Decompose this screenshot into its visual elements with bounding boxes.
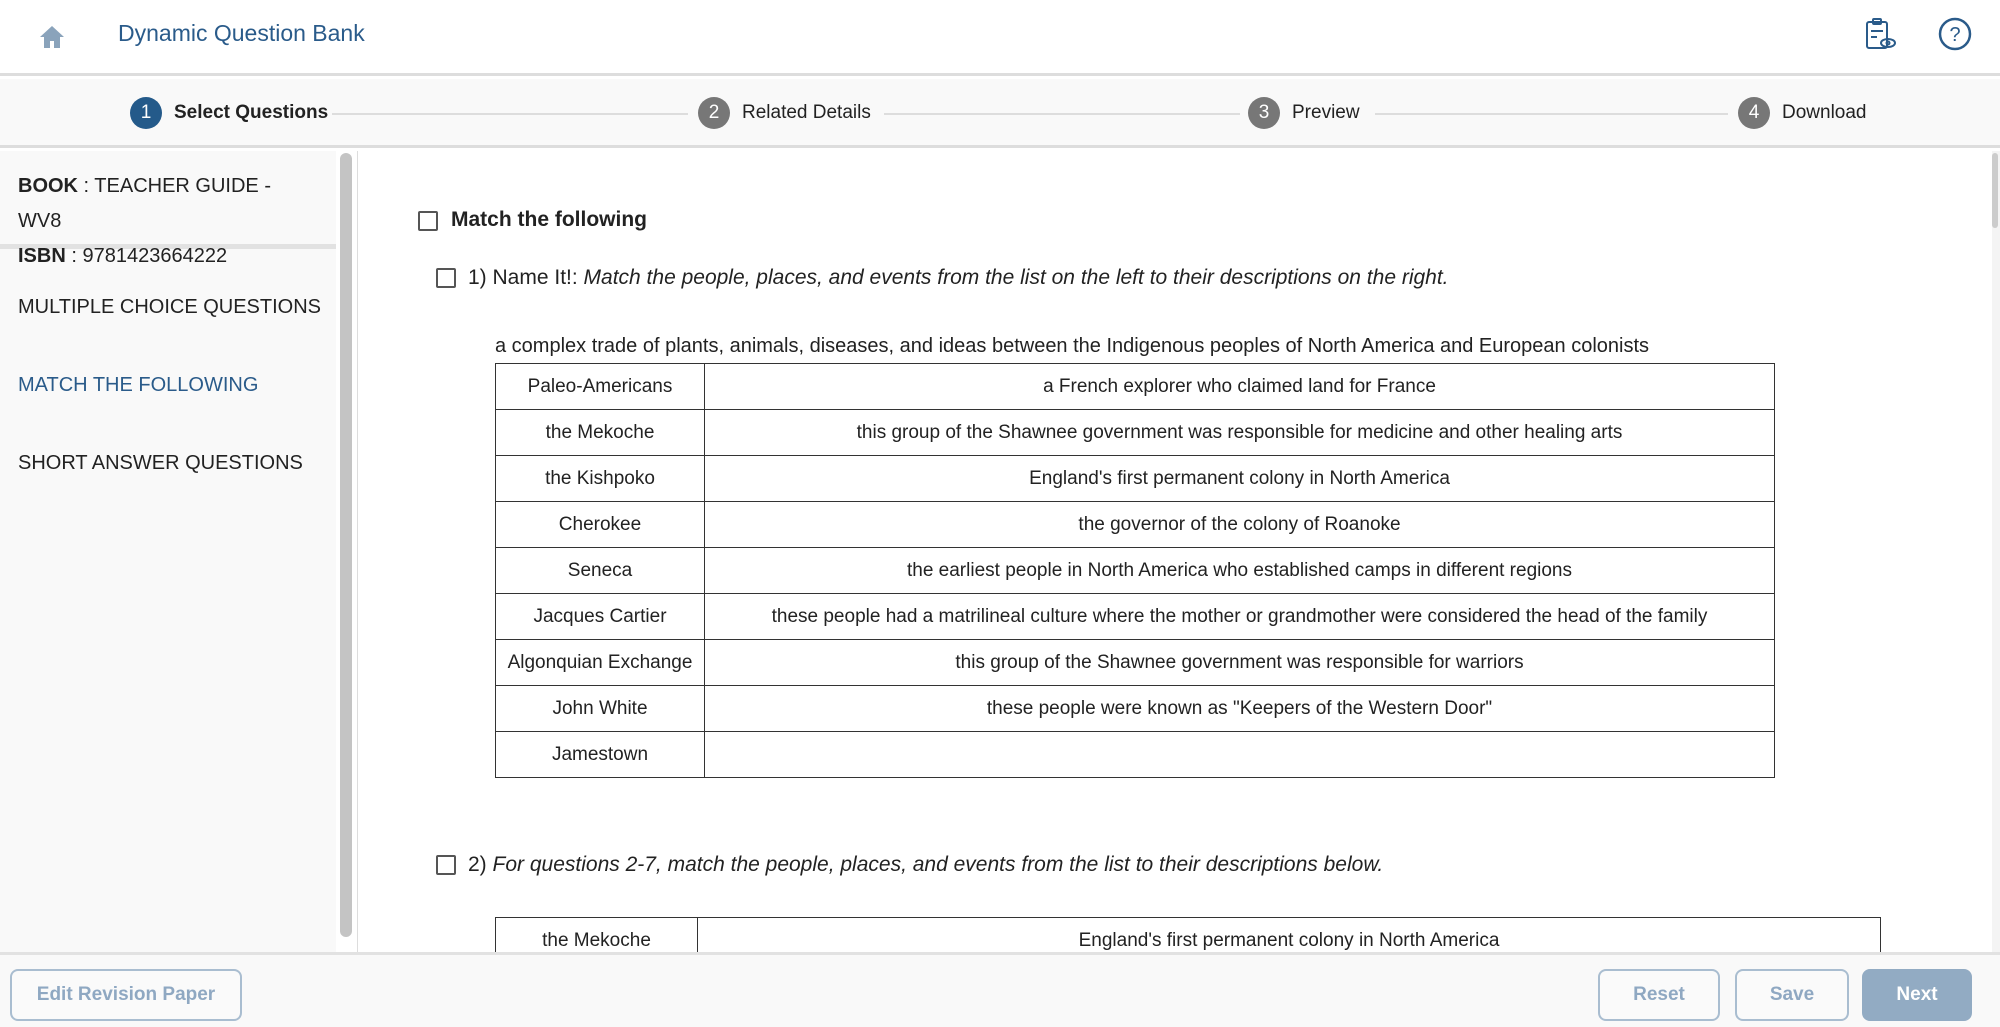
term-cell: Algonquian Exchange bbox=[496, 640, 705, 686]
sidebar-item-multiple-choice[interactable]: MULTIPLE CHOICE QUESTIONS bbox=[18, 296, 322, 318]
table-row bbox=[496, 410, 1775, 456]
question-2-text bbox=[468, 853, 1383, 877]
book-info bbox=[0, 151, 336, 267]
question-2-checkbox[interactable] bbox=[436, 855, 456, 875]
book-label: BOOK bbox=[18, 175, 78, 197]
question-2-table bbox=[495, 917, 1881, 952]
sidebar bbox=[0, 151, 336, 952]
table-row bbox=[496, 594, 1775, 640]
term-cell: Jacques Cartier bbox=[496, 594, 705, 640]
step-label: Select Questions bbox=[174, 102, 329, 123]
term-cell: Jamestown bbox=[496, 732, 705, 778]
description-cell: England's first permanent colony in North America bbox=[705, 456, 1775, 502]
step-number: 3 bbox=[1248, 97, 1280, 129]
description-cell: this group of the Shawnee government was responsible for warriors bbox=[705, 640, 1775, 686]
step-number: 1 bbox=[130, 97, 162, 129]
step-number: 2 bbox=[698, 97, 730, 129]
description-cell: these people had a matrilineal culture where the mother or grandmother were considered the head of the family bbox=[705, 594, 1775, 640]
description-cell: these people were known as "Keepers of the Western Door" bbox=[705, 686, 1775, 732]
step-label: Download bbox=[1782, 102, 1867, 123]
step-connector bbox=[332, 113, 688, 115]
question-1-caption: a complex trade of plants, animals, diseases, and ideas between the Indigenous peoples of North America and European colonists bbox=[495, 335, 1650, 357]
step-label: Related Details bbox=[742, 102, 871, 123]
isbn-label: ISBN bbox=[18, 245, 66, 267]
question-content bbox=[357, 151, 2000, 952]
term-cell: the Kishpoko bbox=[496, 456, 705, 502]
table-row bbox=[496, 686, 1775, 732]
section-checkbox[interactable] bbox=[418, 211, 438, 231]
term-cell: Cherokee bbox=[496, 502, 705, 548]
step-connector bbox=[884, 113, 1240, 115]
edit-revision-paper-button[interactable]: Edit Revision Paper bbox=[10, 969, 242, 1021]
section-title: Match the following bbox=[451, 208, 647, 231]
question-2-instruction: For questions 2-7, match the people, places, and events from the list to their descriptions below. bbox=[492, 853, 1384, 876]
footer bbox=[0, 952, 2000, 1027]
term-cell: the Mekoche bbox=[496, 918, 698, 953]
scrollbar-thumb[interactable] bbox=[1992, 153, 1998, 228]
step-preview[interactable] bbox=[1248, 97, 1360, 129]
help-icon[interactable] bbox=[1937, 16, 1973, 52]
home-icon[interactable] bbox=[38, 24, 66, 50]
table-row bbox=[496, 364, 1775, 410]
app-header bbox=[0, 0, 2000, 76]
description-cell bbox=[705, 732, 1775, 778]
question-1-text bbox=[468, 266, 1449, 290]
description-cell: this group of the Shawnee government was responsible for medicine and other healing arts bbox=[705, 410, 1775, 456]
app-title: Dynamic Question Bank bbox=[118, 20, 365, 46]
question-1-prefix: 1) Name It!: bbox=[468, 266, 584, 289]
save-button[interactable]: Save bbox=[1735, 969, 1849, 1021]
svg-text:?: ? bbox=[1949, 24, 1961, 46]
term-cell: Paleo-Americans bbox=[496, 364, 705, 410]
sidebar-scrollbar[interactable] bbox=[340, 153, 352, 937]
sidebar-item-short-answer[interactable]: SHORT ANSWER QUESTIONS bbox=[18, 452, 303, 474]
step-number: 4 bbox=[1738, 97, 1770, 129]
table-row bbox=[496, 918, 1881, 953]
description-cell: the governor of the colony of Roanoke bbox=[705, 502, 1775, 548]
progress-stepper bbox=[0, 79, 2000, 148]
table-row bbox=[496, 640, 1775, 686]
description-cell: a French explorer who claimed land for France bbox=[705, 364, 1775, 410]
table-row bbox=[496, 732, 1775, 778]
step-download[interactable] bbox=[1738, 97, 1867, 129]
book-value: : TEACHER GUIDE - WV8 bbox=[18, 175, 271, 232]
description-cell: the earliest people in North America who established camps in different regions bbox=[705, 548, 1775, 594]
sidebar-item-match-the-following[interactable]: MATCH THE FOLLOWING bbox=[18, 374, 259, 396]
question-2-prefix: 2) bbox=[468, 853, 493, 876]
table-row bbox=[496, 548, 1775, 594]
table-row bbox=[496, 502, 1775, 548]
table-row bbox=[496, 456, 1775, 502]
step-connector bbox=[1375, 113, 1728, 115]
term-cell: John White bbox=[496, 686, 705, 732]
reset-button[interactable]: Reset bbox=[1598, 969, 1720, 1021]
term-cell: Seneca bbox=[496, 548, 705, 594]
question-1-table bbox=[495, 363, 1775, 778]
question-1-instruction: Match the people, places, and events from the list on the left to their descriptions on the right. bbox=[583, 266, 1449, 289]
question-1-checkbox[interactable] bbox=[436, 268, 456, 288]
step-related-details[interactable] bbox=[698, 97, 871, 129]
step-select-questions[interactable] bbox=[130, 97, 328, 129]
term-cell: the Mekoche bbox=[496, 410, 705, 456]
isbn-value: : 9781423664222 bbox=[65, 245, 228, 267]
next-button[interactable]: Next bbox=[1862, 969, 1972, 1021]
description-cell: England's first permanent colony in North America bbox=[698, 918, 1881, 953]
content-scrollbar[interactable] bbox=[1992, 151, 2000, 952]
clipboard-preview-icon[interactable] bbox=[1862, 16, 1898, 52]
step-label: Preview bbox=[1292, 102, 1360, 123]
